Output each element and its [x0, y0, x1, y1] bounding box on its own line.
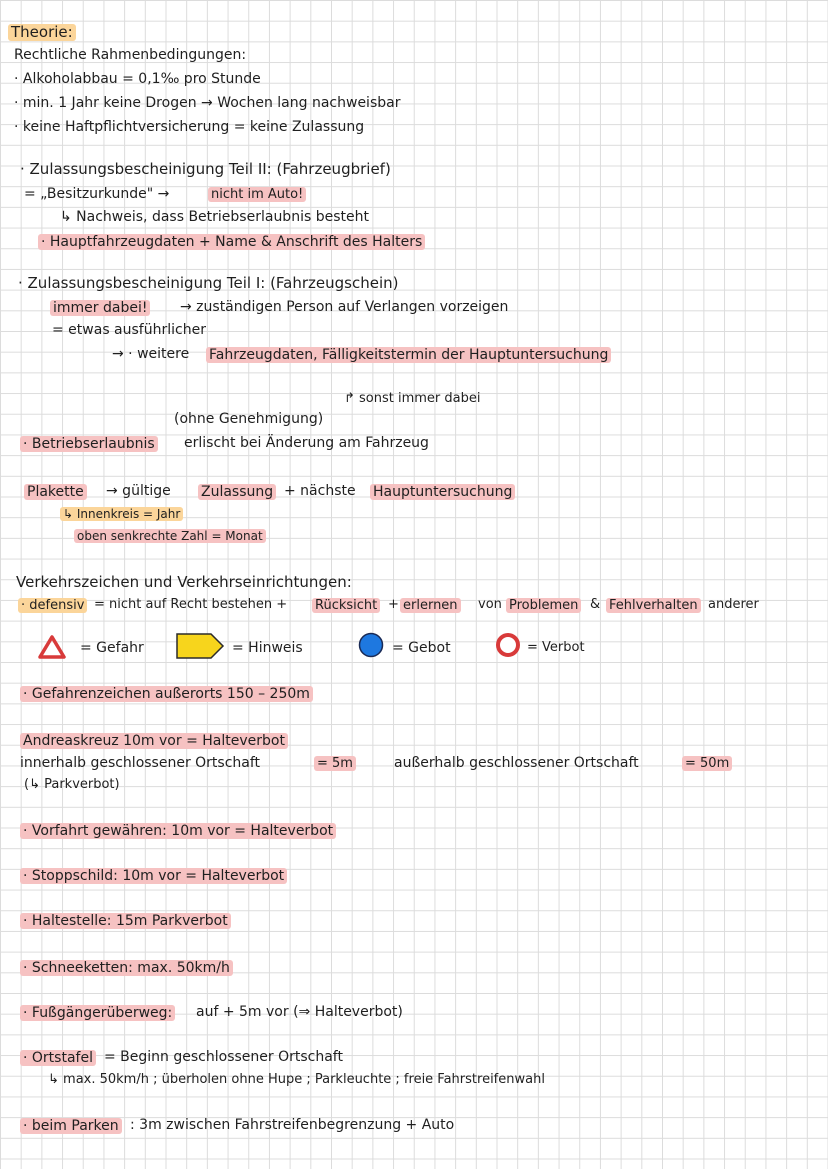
andreaskreuz-note: Andreaskreuz 10m vor = Halteverbot	[20, 733, 288, 749]
defensiv-erlernen: erlernen	[400, 598, 461, 613]
plakette-gueltige: → gültige	[106, 483, 171, 499]
plakette-hauptuntersuchung: Hauptuntersuchung	[370, 484, 515, 500]
defensiv-anderer: anderer	[708, 597, 759, 612]
parken-label: · beim Parken	[20, 1118, 122, 1134]
defensiv-ruecksicht: Rücksicht	[312, 598, 380, 613]
zb2-title: · Zulassungsbescheinigung Teil II: (Fahrzeugbrief)	[20, 160, 391, 178]
plakette-oben: oben senkrechte Zahl = Monat	[74, 529, 266, 543]
defensiv-plus: +	[388, 597, 399, 612]
zb2-nicht-im-auto: nicht im Auto!	[208, 187, 306, 202]
andreaskreuz-innerhalb: innerhalb geschlossener Ortschaft	[20, 755, 261, 771]
plakette-label: Plakette	[24, 484, 87, 500]
zb1-title: · Zulassungsbescheinigung Teil I: (Fahrzeugschein)	[18, 274, 399, 292]
defensiv-label: · defensiv	[18, 598, 87, 613]
section-heading-rahmen: Rechtliche Rahmenbedingungen:	[14, 47, 247, 63]
mandatory-sign-icon	[358, 632, 384, 658]
defensiv-und: &	[590, 597, 601, 612]
parken-text: : 3m zwischen Fahrstreifenbegrenzung + Auto	[130, 1117, 455, 1133]
stoppschild-note: · Stoppschild: 10m vor = Halteverbot	[20, 868, 287, 884]
ortstafel-text: = Beginn geschlossener Ortschaft	[104, 1049, 343, 1065]
note-drogen: · min. 1 Jahr keine Drogen → Wochen lang nachweisbar	[14, 95, 401, 111]
danger-triangle-icon	[38, 634, 66, 660]
zb1-ausfuehrlicher: = etwas ausführlicher	[52, 322, 206, 338]
hint-sign-icon	[175, 632, 225, 660]
note-haftpflicht: · keine Haftpflichtversicherung = keine Zulassung	[14, 119, 365, 135]
fussgaenger-label: · Fußgängerüberweg:	[20, 1005, 175, 1021]
defensiv-von: von	[478, 597, 502, 612]
plakette-innenkreis: ↳ Innenkreis = Jahr	[60, 507, 183, 521]
zb1-vorzeigen: → zuständigen Person auf Verlangen vorzeigen	[180, 299, 509, 315]
zb1-immer-dabei: immer dabei!	[50, 300, 150, 316]
andreaskreuz-5m: = 5m	[314, 756, 356, 771]
prohibition-sign-icon	[495, 632, 521, 658]
schneeketten-note: · Schneeketten: max. 50km/h	[20, 960, 233, 976]
gefahrenzeichen-note: · Gefahrenzeichen außerorts 150 – 250m	[20, 686, 313, 702]
ortstafel-label: · Ortstafel	[20, 1050, 96, 1066]
vorfahrt-note: · Vorfahrt gewähren: 10m vor = Halteverbot	[20, 823, 336, 839]
plakette-naechste: + nächste	[284, 483, 356, 499]
zb2-nachweis: ↳ Nachweis, dass Betriebserlaubnis besteht	[60, 209, 369, 225]
note-ohne-genehmigung: (ohne Genehmigung)	[174, 411, 324, 427]
defensiv-text: = nicht auf Recht bestehen +	[94, 597, 288, 612]
vz-title: Verkehrszeichen und Verkehrseinrichtungen:	[16, 573, 352, 591]
ortstafel-details: ↳ max. 50km/h ; überholen ohne Hupe ; Parkleuchte ; freie Fahrstreifenwahl	[48, 1072, 545, 1087]
andreaskreuz-50m: = 50m	[682, 756, 732, 771]
page-title: Theorie:	[8, 24, 76, 41]
zb1-faelligkeit: Fahrzeugdaten, Fälligkeitstermin der Hauptuntersuchung	[206, 347, 611, 363]
andreaskreuz-parkverbot: (↳ Parkverbot)	[24, 777, 120, 792]
defensiv-fehlverhalten: Fehlverhalten	[606, 598, 701, 613]
note-sonst: ↱ sonst immer dabei	[344, 391, 481, 406]
fussgaenger-text: auf + 5m vor (⇒ Halteverbot)	[196, 1004, 403, 1020]
sign-gefahr-label: = Gefahr	[80, 640, 144, 656]
betriebserlaubnis-text: erlischt bei Änderung am Fahrzeug	[184, 435, 429, 451]
sign-verbot-label: = Verbot	[527, 640, 585, 655]
zb2-besitzurkunde: = „Besitzurkunde" →	[24, 186, 170, 202]
zb1-weitere: → · weitere	[112, 346, 190, 362]
haltestelle-note: · Haltestelle: 15m Parkverbot	[20, 913, 231, 929]
andreaskreuz-ausserhalb: außerhalb geschlossener Ortschaft	[394, 755, 639, 771]
sign-gebot-label: = Gebot	[392, 640, 451, 656]
betriebserlaubnis-label: · Betriebserlaubnis	[20, 436, 158, 452]
plakette-zulassung: Zulassung	[198, 484, 276, 500]
defensiv-problemen: Problemen	[506, 598, 581, 613]
note-alkohol: · Alkoholabbau = 0,1‰ pro Stunde	[14, 71, 261, 87]
sign-hinweis-label: = Hinweis	[232, 640, 303, 656]
zb2-hauptdaten: · Hauptfahrzeugdaten + Name & Anschrift des Halters	[38, 234, 425, 250]
